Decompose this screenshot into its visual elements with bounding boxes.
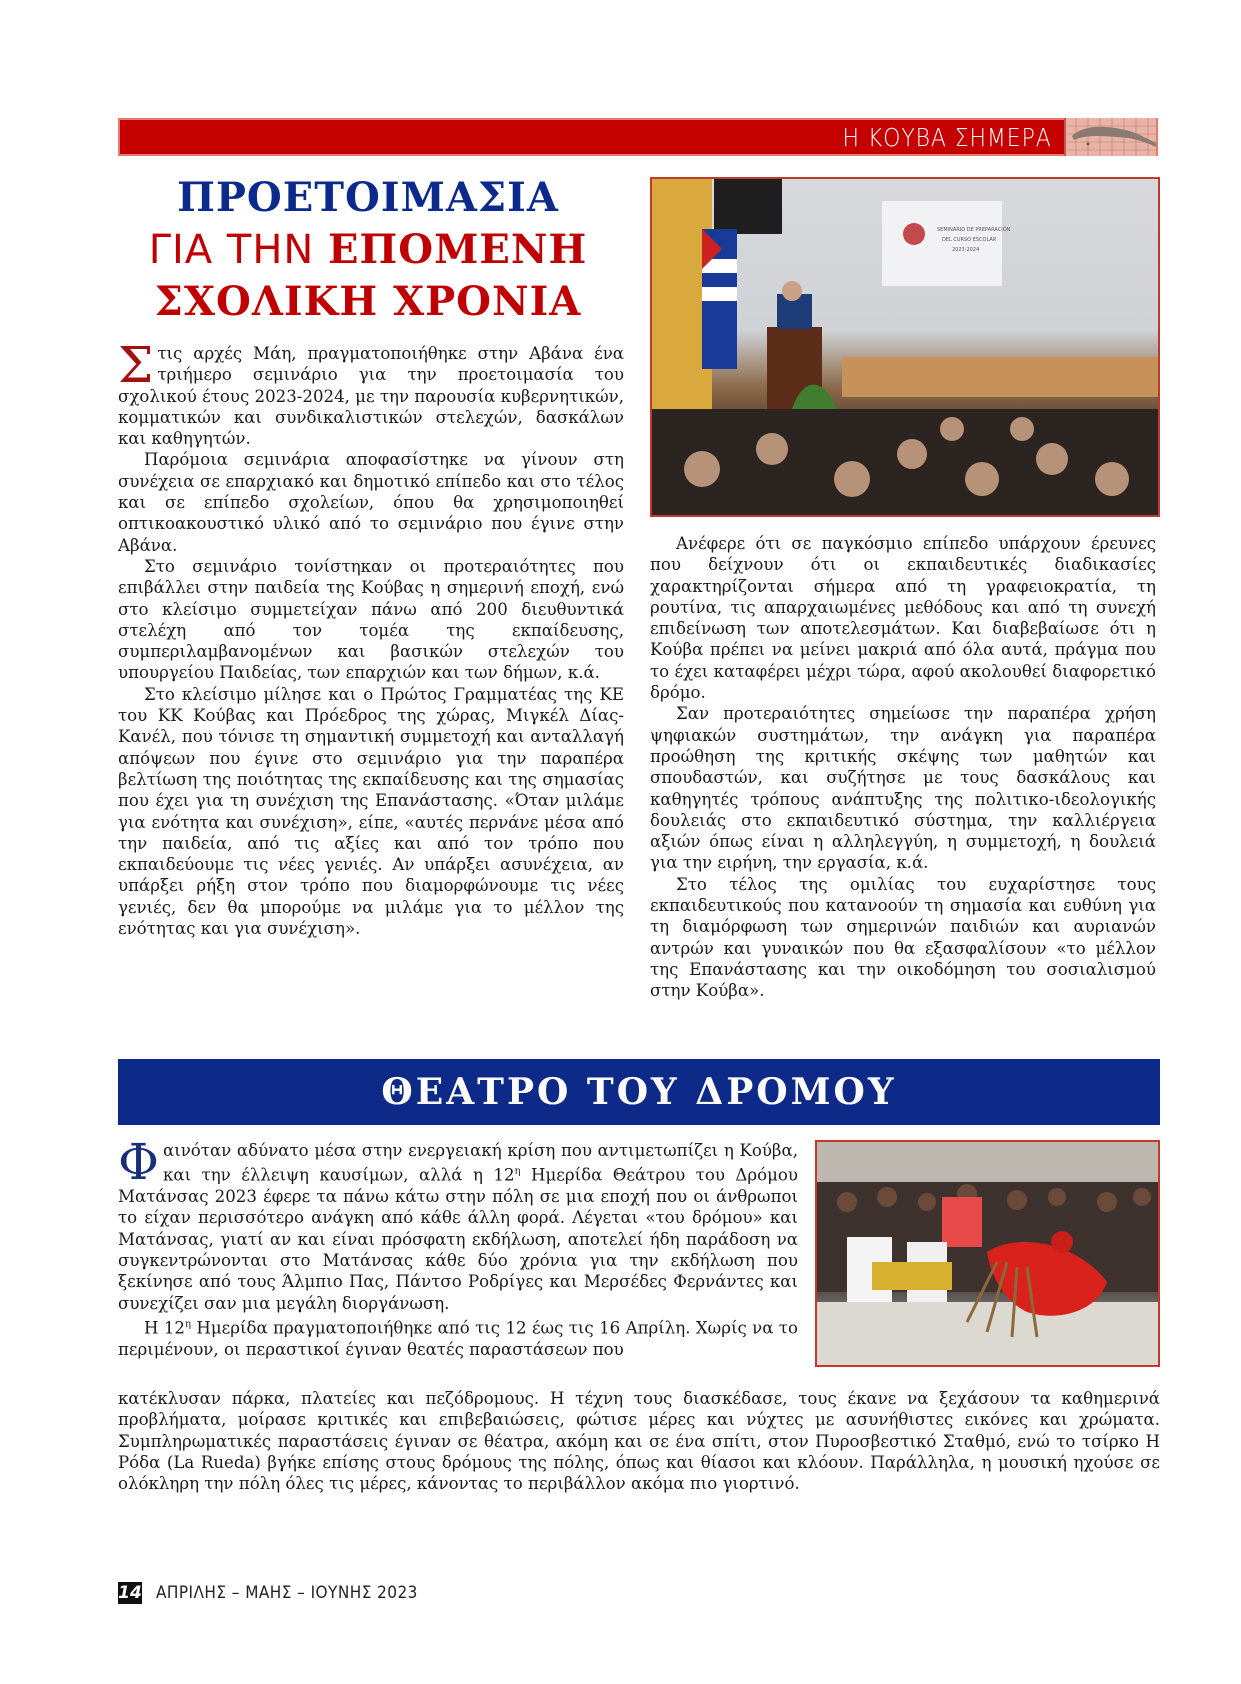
page-footer <box>118 1582 447 1604</box>
ordinal-sup: η <box>184 1318 191 1330</box>
article2-text-top <box>118 1133 798 1360</box>
article1-headline <box>118 172 618 328</box>
section-header-bar <box>118 118 1158 156</box>
paragraph-text: Ημερίδα Θεάτρου του Δρόμου Ματάνσας 2023 έφερε τα πάνω κάτω στην πόλη σε μια εποχή που οι άνθρωποι το είχαν περισσότερο ανάγκη από κάθε άλλη φορά. Λέγεται «του δρόμου» και Ματάνσας, γιατί αν και είναι πρόσφατη εκδήλωση, αποτελεί ήδη παράδοση να συγκεντρώνονται στο Ματάνσας κάθε δύο χρόνια για την εκδήλωση που ξεκίνησε από τους Άλμπιο Πας, Πάντσο Ροδρίγες και Μερσέδες Φερνάντες και συνεχίζει σαν μια μεγάλη διοργάνωση. <box>118 1165 798 1313</box>
section-title: Η ΚΟΥΒΑ ΣΗΜΕΡΑ <box>842 122 1052 152</box>
article2-text-full <box>118 1388 1160 1494</box>
svg-text:SEMINARIO DE PREPARACIÓN: SEMINARIO DE PREPARACIÓN <box>937 227 1011 233</box>
street-theatre-photo <box>815 1140 1160 1367</box>
dropcap-sigma: Σ <box>118 336 154 394</box>
article1-paragraph-2: Παρόμοια σεμινάρια αποφασίστηκε να γίνουν στη συνέχεια σε επαρχιακό και δημοτικό επίπεδο και στο τέλος και σε επίπεδο σχολείων, όπου θα χρησιμοποιηθεί οπτικοακουστικό υλικό από το σεμινάριο που έγινε στην Αβάνα. <box>118 450 624 555</box>
article2-paragraph-2 <box>118 1314 798 1360</box>
paragraph-text: τις αρχές Μάη, πραγματοποιήθηκε στην Αβάνα ένα τριήμερο σεμινάριο για την προετοιμασία του σχολικού έτους 2023-2024, με την παρουσία κυβερνητικών, κομματικών και συνδικαλιστικών στελεχών, δασκάλων και καθηγητών. <box>118 344 624 449</box>
paragraph-text: Η 12 <box>144 1318 185 1338</box>
seminar-photo <box>650 177 1160 517</box>
dropcap-phi: Φ <box>118 1133 159 1191</box>
article1-right-paragraph-3: Στο τέλος της ομιλίας του ευχαρίστησε τους εκπαιδευτικούς που κατανοούν τη σημασία και ευθύνη για τη διαμόρφωση των σημερινών παιδιών και αυριανών αντρών και γυναικών που θα εξασφαλίσουν «το μέλλον της Επανάστασης και την οικοδόμηση του σοσιαλισμού στην Κούβα». <box>650 874 1156 1001</box>
article1-paragraph-3: Στο σεμινάριο τονίστηκαν οι προτεραιότητες που επιβάλλει στην παιδεία της Κούβας η σημερινή εποχή, ενώ στο κλείσιμο συμμετείχαν πάνω από 200 διευθυντικά στελέχη από τον τομέα της εκπαίδευσης, συμπεριλαμβανομένων και βασικών στελεχών του υπουργείου Παιδείας, των επαρχιών και των δήμων, κ.ά. <box>118 556 624 683</box>
paragraph-text: αινόταν αδύνατο μέσα στην ενεργειακή κρίση που αντιμετωπίζει η Κούβα, και την έλλειψη καυσίμων, αλλά η 12 <box>163 1141 798 1185</box>
svg-text:DEL CURSO ESCOLAR: DEL CURSO ESCOLAR <box>942 237 997 243</box>
ordinal-sup: η <box>514 1166 521 1178</box>
article1-right-column <box>650 533 1156 1002</box>
headline-line2 <box>118 224 618 276</box>
article1-paragraph-1 <box>118 336 624 449</box>
svg-text:2023-2024: 2023-2024 <box>952 247 980 253</box>
article1-left-column <box>118 336 624 939</box>
article2-title-bar <box>118 1059 1160 1125</box>
article1-right-paragraph-1: Ανέφερε ότι σε παγκόσμιο επίπεδο υπάρχουν έρευνες που δείχνουν ότι οι εκπαιδευτικές διαδικασίες χαρακτηρίζονται σήμερα από τη γραφειοκρατία, τη ρουτίνα, τις απαρχαιωμένες μεθόδους και από τη συνεχή επιδείνωση των αποτελεσμάτων. Και διαβεβαίωσε ότι η Κούβα πρέπει να μείνει μακριά από όλα αυτά, πράγμα που το έχει καταφέρει μέχρι τώρα, αφού ακολουθεί διαφορετικό δρόμο. <box>650 534 1156 703</box>
article2-paragraph-3: κατέκλυσαν πάρκα, πλατείες και πεζόδρομους. Η τέχνη τους διασκέδασε, τους έκανε να ξεχάσουν τα καθημερινά προβλήματα, μοίρασε κριτικές και επιβεβαιώσεις, φώτισε μέρες και νύχτες με ασυνήθιστες εικόνες και χρώματα. Συμπληρωματικές παραστάσεις έγιναν σε θέατρα, ακόμη και σε ένα σπίτι, στον Πυροσβεστικό Σταθμό, ενώ το τσίρκο Η Ρόδα (La Rueda) βγήκε επίσης στους δρόμους της πόλης, όπως και θίασοι και κλόουν. Παράλληλα, η μουσική ηχούσε σε ολόκληρη την πόλη όλες τις μέρες, κάνοντας το περιβάλλον ακόμα πιο γιορτινό. <box>118 1389 1160 1494</box>
headline-line2-bold: ΕΠΟΜΕΝΗ <box>328 226 588 273</box>
headline-line2-plain: ΓΙΑ ΤΗΝ <box>148 227 329 273</box>
cuba-map-icon <box>1064 118 1156 156</box>
headline-line1: ΠΡΟΕΤΟΙΜΑΣΙΑ <box>177 174 559 221</box>
headline-line3: ΣΧΟΛΙΚΗ ΧΡΟΝΙΑ <box>154 278 582 325</box>
article1-right-paragraph-2: Σαν προτεραιότητες σημείωσε την παραπέρα χρήση ψηφιακών συστημάτων, την ανάγκη για παραπέρα προώθηση της κριτικής σκέψης των μαθητών και σπουδαστών, και συζήτησε με τους δασκάλους και καθηγητές τρόπους ανάπτυξης της πολιτικο-ιδεολογικής δουλειάς στο εκπαιδευτικό σύστημα, την καλλιέργεια αξιών όπως είναι η αλληλεγγύη, η συμμετοχή, η δουλειά για την ειρήνη, την εργασία, κ.ά. <box>650 704 1156 873</box>
paragraph-text: Ημερίδα πραγματοποιήθηκε από τις 12 έως τις 16 Απρίλη. Χωρίς να το περιμένουν, οι περαστικοί έγιναν θεατές παραστάσεων που <box>118 1318 798 1359</box>
article1-paragraph-4: Στο κλείσιμο μίλησε και ο Πρώτος Γραμματέας της ΚΕ του ΚΚ Κούβας και Πρόεδρος της χώρας, Μιγκέλ Δίας-Κανέλ, που τόνισε τη σημαντική συμμετοχή και ανταλλαγή απόψεων που έγινε στο σεμινάριο για την παραπέρα βελτίωση της ποιότητας της εκπαίδευσης και της σημασίας που έχει για τη συνέχιση της Επανάστασης. «Όταν μιλάμε για ενότητα και συνέχιση», είπε, «αυτές περνάνε μέσα από την παιδεία, από τις αξίες και από τον τρόπο που εκπαιδεύουμε τις νέες γενιές. Αν υπάρξει ασυνέχεια, αν υπάρξει ρήξη στον τρόπο που διαμορφώνουμε τις νέες γενιές, δεν θα μπορούμε να μιλάμε για το μέλλον της ενότητας και για συνέχιση». <box>118 684 624 939</box>
issue-date: ΑΠΡΙΛΗΣ – ΜΑΗΣ – ΙΟΥΝΗΣ 2023 <box>156 1583 418 1603</box>
article2-paragraph-1 <box>118 1133 798 1314</box>
article2-title: ΘΕΑΤΡΟ ΤΟΥ ΔΡΟΜΟΥ <box>381 1071 897 1113</box>
page-number: 14 <box>118 1583 142 1603</box>
